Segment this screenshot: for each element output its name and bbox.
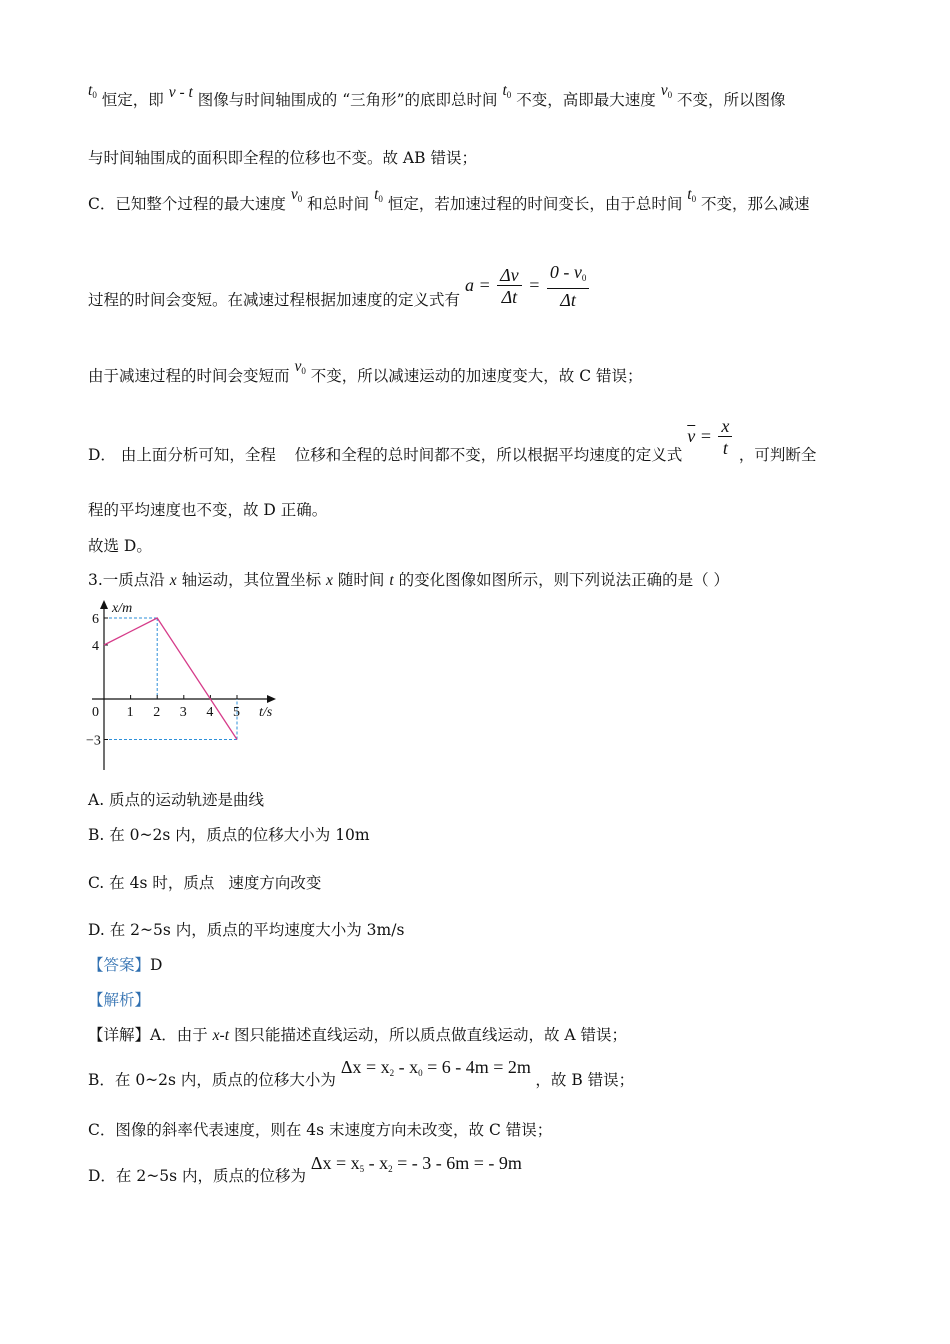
- answer-line: [88, 953, 162, 975]
- paraC-text: 恒定，若加速过程的时间变长，由于总时间: [387, 195, 683, 213]
- x-axis-label: t/s: [259, 705, 273, 720]
- paraC3-text: 不变，所以减速运动的加速度变大，故 C 错误；: [310, 367, 643, 385]
- question-3: 3.一质点沿 x 轴运动，其位置坐标 x 随时间 t 的变化图像如图所示，则下列说法正确的是（ ）: [88, 571, 729, 589]
- paraD-text: 位移和全程的总时间都不变，所以根据平均速度的定义式: [294, 445, 683, 464]
- detail-b-formula: $\Delta x = x_2 - x_0 = 6 - 4m = 2m$: [340, 1057, 531, 1078]
- avg-velocity-formula: $\overline{v}$ = $\frac{x}{t}$: [687, 426, 739, 446]
- y-axis-arrow: [100, 600, 108, 609]
- vt-symbol: v - t: [168, 84, 193, 101]
- y-axis-label: x/m: [112, 601, 133, 616]
- paraC3-text: 由于减速过程的时间会变短而: [88, 367, 290, 385]
- para1-text: 不变，高即最大速度: [516, 91, 656, 109]
- t0-symbol: $t_0$: [687, 186, 697, 204]
- para1b-line: 与时间轴围成的面积即全程的位移也不变。故 AB 错误；: [88, 149, 477, 167]
- analysis-tag: 【解析】: [88, 991, 151, 1009]
- para1-line: [88, 82, 786, 110]
- paraC2-line: [88, 262, 591, 311]
- t0-symbol: $t_0$: [502, 82, 512, 100]
- answer-value: D: [150, 956, 163, 974]
- option-b: B. 在 0~2s 内，质点的位移大小为 10m: [88, 826, 370, 844]
- x-axis-arrow: [267, 695, 276, 703]
- x-tick-label: 5: [233, 705, 240, 720]
- paraC3-line: [88, 358, 643, 386]
- v0-symbol: $v_0$: [660, 82, 673, 100]
- x-t-graph: [82, 598, 292, 778]
- acc-formula: a = $\frac{\Delta v}{\Delta t}$ = $\frac{0 - v_0}{\Delta t}$: [465, 275, 591, 295]
- x-tick-label: 4: [206, 705, 214, 720]
- detail-d: D．在 2~5s 内，质点的位移为 $\Delta x = x_5 - x_2$ = - 3 - 6m = - 9m: [88, 1153, 522, 1185]
- v0-symbol: $v_0$: [290, 186, 303, 204]
- paraC-text: 不变，那么减速: [701, 195, 810, 213]
- detail-c: C．图像的斜率代表速度，则在 4s 末速度方向未改变，故 C 错误；: [88, 1121, 553, 1139]
- para1-text: 恒定，即: [101, 91, 164, 109]
- y-tick-label: 6: [92, 612, 99, 627]
- paraD-text: D． 由上面分析可知，全程: [88, 445, 276, 464]
- para1-text: 图像与时间轴围成的 “三角形”的底即总时间: [197, 91, 498, 109]
- t0-symbol: $t_0$: [374, 186, 383, 204]
- series-line: [104, 618, 237, 740]
- option-d: D. 在 2~5s 内，质点的平均速度大小为 3m/s: [88, 921, 405, 939]
- answer-tag: 【答案】: [88, 956, 151, 974]
- detail-b: B．在 0~2s 内，质点的位移大小为 $\Delta x = x_2 - x_0 = 6 - 4m = 2m$ ，故 B 错误；: [88, 1057, 635, 1089]
- paraC-text: C．已知整个过程的最大速度: [88, 195, 286, 213]
- x-tick-label: 1: [126, 705, 134, 720]
- paraD-text: ，可判断全: [738, 445, 817, 464]
- paraC-line: [88, 186, 810, 214]
- detail-d-formula: $\Delta x = x_5 - x_2$ = - 3 - 6m = - 9m: [310, 1153, 522, 1174]
- paraD2-line: 程的平均速度也不变，故 D 正确。: [88, 501, 328, 519]
- para1-text: 不变，所以图像: [677, 91, 786, 109]
- paraC-text: 和总时间: [307, 195, 370, 213]
- paraC2-text: 过程的时间会变短。在减速过程根据加速度的定义式有: [88, 290, 461, 309]
- option-a: A. 质点的运动轨迹是曲线: [88, 791, 265, 809]
- x-tick-label: 2: [153, 705, 161, 720]
- t0-symbol: $t_0$: [88, 82, 97, 100]
- choose-line: 故选 D。: [88, 537, 152, 555]
- x-tick-label: 3: [179, 705, 187, 720]
- option-c: C. 在 4s 时，质点 速度方向改变: [88, 874, 322, 892]
- detail-a: 【详解】A．由于 x-t 图只能描述直线运动，所以质点做直线运动，故 A 错误；: [88, 1026, 628, 1044]
- v0-symbol: $v_0$: [294, 358, 306, 376]
- paraD-line: [88, 416, 817, 464]
- y-tick-label: −3: [86, 733, 101, 749]
- y-tick-label: 4: [92, 639, 99, 654]
- x-tick-label: 0: [92, 705, 99, 720]
